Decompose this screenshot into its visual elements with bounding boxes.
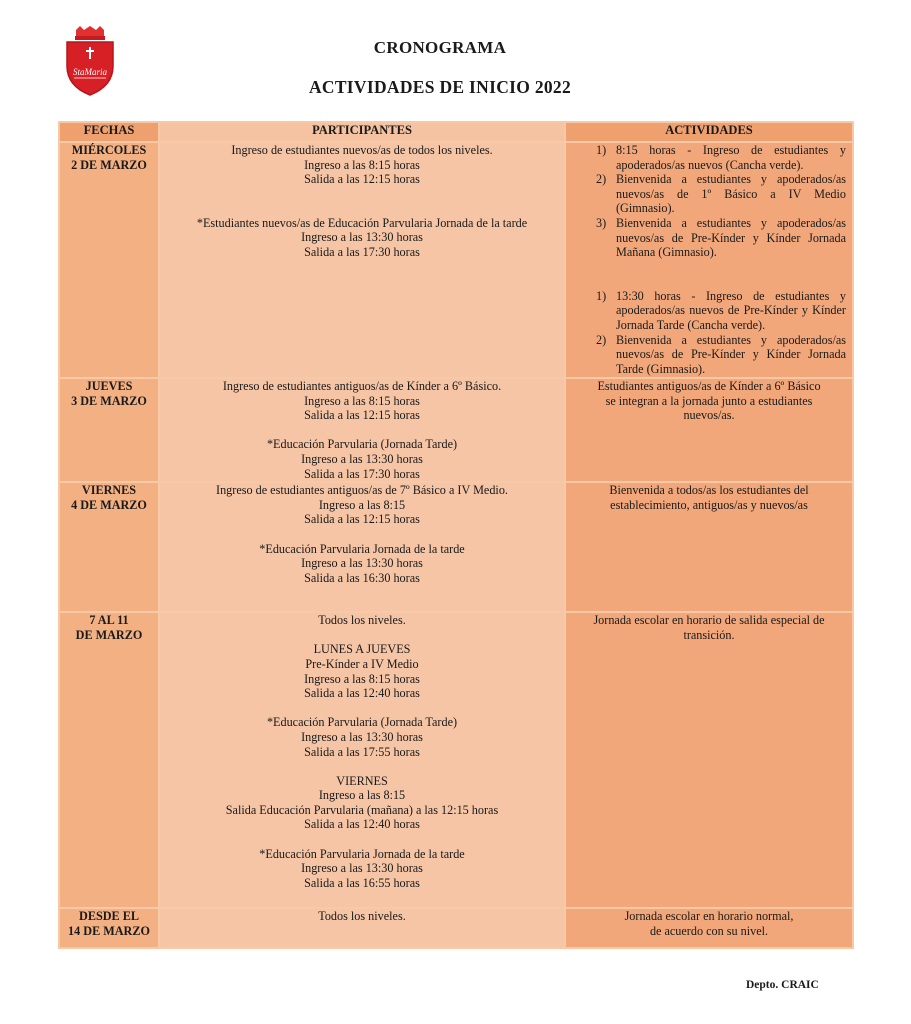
actividad-item <box>586 216 846 260</box>
sta-maria-crest-icon <box>64 26 116 96</box>
participantes-line: Salida a las 12:15 horas <box>304 512 420 527</box>
participantes-line: *Educación Parvularia (Jornada Tarde) <box>266 437 458 452</box>
participantes-line: Ingreso a las 13:30 horas <box>301 451 423 466</box>
actividades-list <box>566 289 852 377</box>
participantes-line: Salida a las 16:55 horas <box>304 875 420 890</box>
table-row <box>59 482 853 612</box>
actividad-line: nuevos/as. <box>683 408 735 423</box>
participantes-line: Ingreso a las 13:30 horas <box>301 729 423 744</box>
participantes-cell <box>159 482 565 612</box>
fecha-line: DE MARZO <box>75 627 143 642</box>
participantes-line: Salida a las 16:30 horas <box>304 570 420 585</box>
document-subtitle: ACTIVIDADES DE INICIO 2022 <box>308 77 572 97</box>
actividades-cell <box>565 142 853 378</box>
participantes-line: *Estudiantes nuevos/as de Educación Parvularia Jornada de la tarde <box>196 215 528 230</box>
actividad-line: Estudiantes antiguos/as de Kínder a 6º Básico <box>597 379 821 393</box>
actividad-item <box>586 333 846 377</box>
actividad-line: Jornada escolar en horario de salida especial de <box>593 613 825 628</box>
participantes-cell <box>159 378 565 482</box>
fecha-line: 3 DE MARZO <box>71 393 147 408</box>
fecha-line: 2 DE MARZO <box>71 157 147 172</box>
participantes-line: Ingreso a las 8:15 horas <box>304 157 420 172</box>
footer-department: Depto. CRAIC <box>746 979 819 991</box>
actividades-cell <box>565 612 853 908</box>
participantes-line: LUNES A JUEVES <box>313 642 411 657</box>
participantes-line: VIERNES <box>336 773 388 788</box>
table-row <box>59 378 853 482</box>
actividad-item <box>586 143 846 172</box>
actividad-text: Bienvenida a estudiantes y apoderados/as nuevos/as de Pre-Kínder y Kínder Jornada Tarde (Gimnasio). <box>616 332 846 376</box>
participantes-line: Todos los niveles. <box>318 613 406 628</box>
fecha-line: VIERNES <box>81 483 137 498</box>
school-crest-logo <box>64 26 116 96</box>
actividad-text: Bienvenida a estudiantes y apoderados/as nuevos/as de Pre-Kínder y Kínder Jornada Mañana (Gimnasio). <box>616 215 846 260</box>
participantes-line: Salida Educación Parvularia (mañana) a las 12:15 horas <box>225 802 499 817</box>
participantes-line: Salida a las 17:30 horas <box>304 466 420 481</box>
participantes-line: Ingreso a las 13:30 horas <box>301 861 423 876</box>
schedule-table <box>58 121 854 949</box>
participantes-line: Salida a las 12:15 horas <box>304 408 420 423</box>
participantes-line: Ingreso a las 13:30 horas <box>301 556 423 571</box>
participantes-cell <box>159 908 565 948</box>
fecha-line: 7 AL 11 <box>89 613 129 628</box>
participantes-line: Salida a las 12:40 horas <box>304 817 420 832</box>
participantes-line: *Educación Parvularia Jornada de la tarde <box>259 846 465 861</box>
participantes-line: Ingreso a las 8:15 <box>318 788 406 803</box>
fecha-cell <box>59 908 159 948</box>
actividad-line: transición. <box>683 627 735 642</box>
participantes-cell <box>159 142 565 378</box>
actividad-text: 13:30 horas - Ingreso de estudiantes y apoderados/as nuevos de Pre-Kínder y Kínder Jornada Tarde (Cancha verde). <box>616 288 846 332</box>
participantes-line: Ingreso a las 8:15 <box>318 497 406 512</box>
participantes-line: *Educación Parvularia (Jornada Tarde) <box>266 715 458 730</box>
actividad-item <box>586 172 846 216</box>
participantes-line: Ingreso de estudiantes antiguos/as de 7º Básico a IV Medio. <box>216 483 508 498</box>
actividades-cell <box>565 908 853 948</box>
participantes-line: Ingreso a las 8:15 horas <box>304 671 420 686</box>
fecha-cell <box>59 142 159 378</box>
header-actividades: ACTIVIDADES <box>565 122 853 142</box>
participantes-cell <box>159 612 565 908</box>
document-title: CRONOGRAMA <box>373 38 507 57</box>
fecha-line: 14 DE MARZO <box>68 923 150 938</box>
actividades-list <box>566 143 852 260</box>
actividades-cell <box>565 378 853 482</box>
table-row <box>59 612 853 908</box>
fecha-cell <box>59 378 159 482</box>
fecha-cell <box>59 612 159 908</box>
actividad-text: 8:15 horas - Ingreso de estudiantes y apoderados/as nuevos (Cancha verde). <box>616 143 846 172</box>
fecha-cell <box>59 482 159 612</box>
actividad-line: establecimiento, antiguos/as y nuevos/as <box>610 497 808 512</box>
fecha-line: JUEVES <box>85 379 133 393</box>
fecha-line: DESDE EL <box>79 909 139 924</box>
participantes-line: Salida a las 12:15 horas <box>304 172 420 187</box>
fecha-line: MIÉRCOLES <box>71 143 147 157</box>
actividad-item <box>586 289 846 333</box>
participantes-line: Ingreso a las 8:15 horas <box>304 393 420 408</box>
actividad-line: de acuerdo con su nivel. <box>649 923 769 938</box>
actividad-text: Bienvenida a estudiantes y apoderados/as nuevos/as de 1º Básico a IV Medio (Gimnasio). <box>616 172 846 216</box>
table-row <box>59 908 853 948</box>
table-row <box>59 142 853 378</box>
participantes-line: Todos los niveles. <box>318 909 406 924</box>
svg-text:StaMaria: StaMaria <box>72 67 108 77</box>
participantes-line: Salida a las 12:40 horas <box>304 686 420 701</box>
participantes-line: Ingreso a las 13:30 horas <box>301 230 423 245</box>
actividad-line: Jornada escolar en horario normal, <box>624 909 794 924</box>
participantes-line: *Educación Parvularia Jornada de la tarde <box>259 541 465 556</box>
header-participantes: PARTICIPANTES <box>159 122 565 142</box>
table-header-row <box>59 122 853 142</box>
participantes-line: Pre-Kínder a IV Medio <box>305 656 419 671</box>
participantes-line: Salida a las 17:55 horas <box>304 744 420 759</box>
actividades-cell <box>565 482 853 612</box>
participantes-line: Ingreso de estudiantes nuevos/as de todos los niveles. <box>231 143 493 157</box>
participantes-line: Salida a las 17:30 horas <box>304 244 420 259</box>
actividad-line: se integran a la jornada junto a estudiantes <box>605 393 813 408</box>
fecha-line: 4 DE MARZO <box>71 497 147 512</box>
participantes-line: Ingreso de estudiantes antiguos/as de Kínder a 6º Básico. <box>222 379 502 393</box>
actividad-line: Bienvenida a todos/as los estudiantes del <box>609 483 809 498</box>
header-fechas: FECHAS <box>59 122 159 142</box>
